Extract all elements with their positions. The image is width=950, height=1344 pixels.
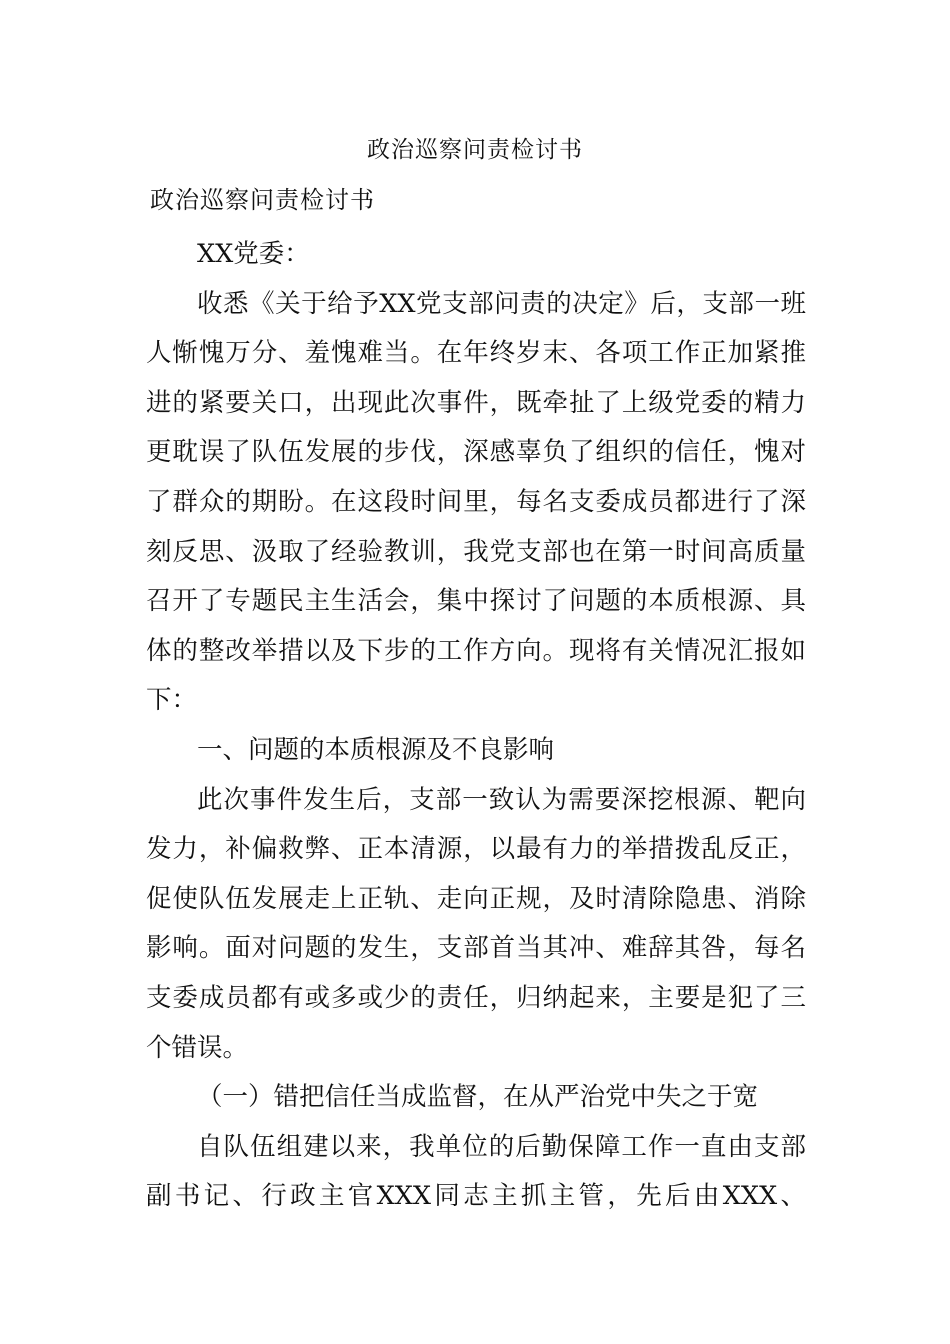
section-heading-1: 一、问题的本质根源及不良影响 — [197, 734, 555, 765]
document-subtitle: 政治巡察问责检讨书 — [150, 186, 375, 214]
document-title: 政治巡察问责检讨书 — [367, 137, 583, 163]
subsection-heading-1: （一）错把信任当成监督，在从严治党中失之于宽 — [197, 1082, 759, 1113]
intro-paragraph: 收悉《关于给予XX党支部问责的决定》后，支部一班人惭愧万分、羞愧难当。在年终岁末、各项工作正加紧推进的紧要关口，出现此次事件，既牵扯了上级党委的精力更耽误了队伍发展的步伐，深感辜负了组织的信任，愧对了群众的期盼。在这段时间里，每名支委成员都进行了深刻反思、汲取了经验教训，我党支部也在第一时间高质量召开了专题民主生活会，集中探讨了问题的本质根源、具体的整改举措以及下步的工作方向。现将有关情况汇报如下： — [146, 288, 806, 716]
section-paragraph-1: 此次事件发生后，支部一致认为需要深挖根源、靶向发力，补偏救弊、正本清源，以最有力的举措拨乱反正，促使队伍发展走上正轨、走向正规，及时清除隐患、消除影响。面对问题的发生，支部首当其冲、难辞其咎，每名支委成员都有或多或少的责任，归纳起来，主要是犯了三个错误。 — [146, 784, 806, 1063]
document-body — [146, 230, 806, 1222]
subsection-paragraph-1: 自队伍组建以来，我单位的后勤保障工作一直由支部副书记、行政主官XXX同志主抓主管，先后由XXX、 — [146, 1131, 806, 1212]
salutation: XX党委： — [197, 239, 310, 269]
